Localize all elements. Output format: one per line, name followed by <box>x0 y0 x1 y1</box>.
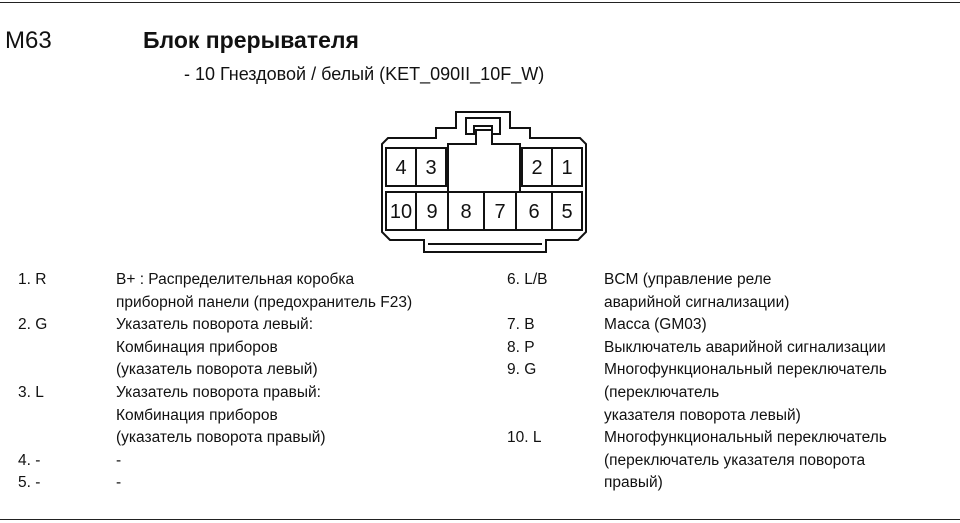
pin-row <box>18 382 412 450</box>
pin-label-3: 3 <box>425 157 437 179</box>
pin-label-8: 8 <box>460 201 472 223</box>
pin-id: 6. L/B <box>507 271 548 288</box>
pin-description: BCM (управление реле <box>604 271 772 288</box>
pin-row <box>18 269 412 314</box>
pin-row <box>507 269 887 314</box>
pin-description: Масса (GM03) <box>604 316 707 334</box>
connector-diagram <box>376 108 592 258</box>
pin-description: указателя поворота левый) <box>604 406 801 424</box>
pin-description: B+ : Распределительная коробка <box>116 271 355 288</box>
pin-description: - <box>116 451 122 469</box>
pin-label-1: 1 <box>561 157 573 179</box>
pin-description: Комбинация приборов <box>116 406 278 424</box>
connector-latch <box>466 118 500 134</box>
page-title: Блок прерывателя <box>143 27 359 53</box>
pin-id: 5. - <box>18 474 41 492</box>
pin-id: 4. - <box>18 451 41 469</box>
pin-description: Выключатель аварийной сигнализации <box>604 338 886 356</box>
pin-label-6: 6 <box>528 201 540 223</box>
pin-row <box>507 337 887 360</box>
pin-label-2: 2 <box>531 157 543 179</box>
pin-description: аварийной сигнализации) <box>604 293 790 311</box>
pin-description: правый) <box>604 474 663 492</box>
pin-label-4: 4 <box>395 157 407 179</box>
connector-key <box>448 130 520 192</box>
pin-legend-right <box>507 269 887 495</box>
pin-description: Комбинация приборов <box>116 338 278 356</box>
connector-subtitle: - 10 Гнездовой / белый (KET_090II_10F_W) <box>184 64 545 84</box>
pin-row <box>507 427 887 495</box>
pin-row <box>507 359 887 427</box>
pin-label-9: 9 <box>426 201 438 223</box>
pin-description: Указатель поворота правый: <box>116 383 321 401</box>
pin-row <box>18 472 412 495</box>
pin-description: Многофункциональный переключатель <box>604 361 887 379</box>
pin-row <box>18 450 412 473</box>
pin-legend-left <box>18 269 412 495</box>
pin-id: 10. L <box>507 429 542 447</box>
pin-id: 2. G <box>18 316 48 334</box>
top-rule <box>0 2 960 3</box>
pin-id: 7. B <box>507 316 535 334</box>
connector-code: M63 <box>5 27 52 54</box>
pin-description: Указатель поворота левый: <box>116 316 314 334</box>
pin-label-7: 7 <box>494 201 506 223</box>
bottom-rule <box>0 519 960 520</box>
pin-description: - <box>116 474 122 492</box>
pin-id: 9. G <box>507 361 537 379</box>
pin-description: приборной панели (предохранитель F23) <box>116 293 413 311</box>
pin-id: 3. L <box>18 383 44 401</box>
pin-row <box>18 314 412 382</box>
pin-description: (переключатель <box>604 383 720 401</box>
pin-id: 1. R <box>18 271 47 288</box>
pin-description: Многофункциональный переключатель <box>604 429 887 447</box>
pin-id: 8. P <box>507 338 535 356</box>
pin-label-5: 5 <box>561 201 573 223</box>
pin-label-10: 10 <box>389 201 413 223</box>
pin-description: (указатель поворота левый) <box>116 361 318 379</box>
pin-description: (указатель поворота правый) <box>116 429 326 447</box>
pin-description: (переключатель указателя поворота <box>604 451 866 469</box>
pin-row <box>507 314 887 337</box>
